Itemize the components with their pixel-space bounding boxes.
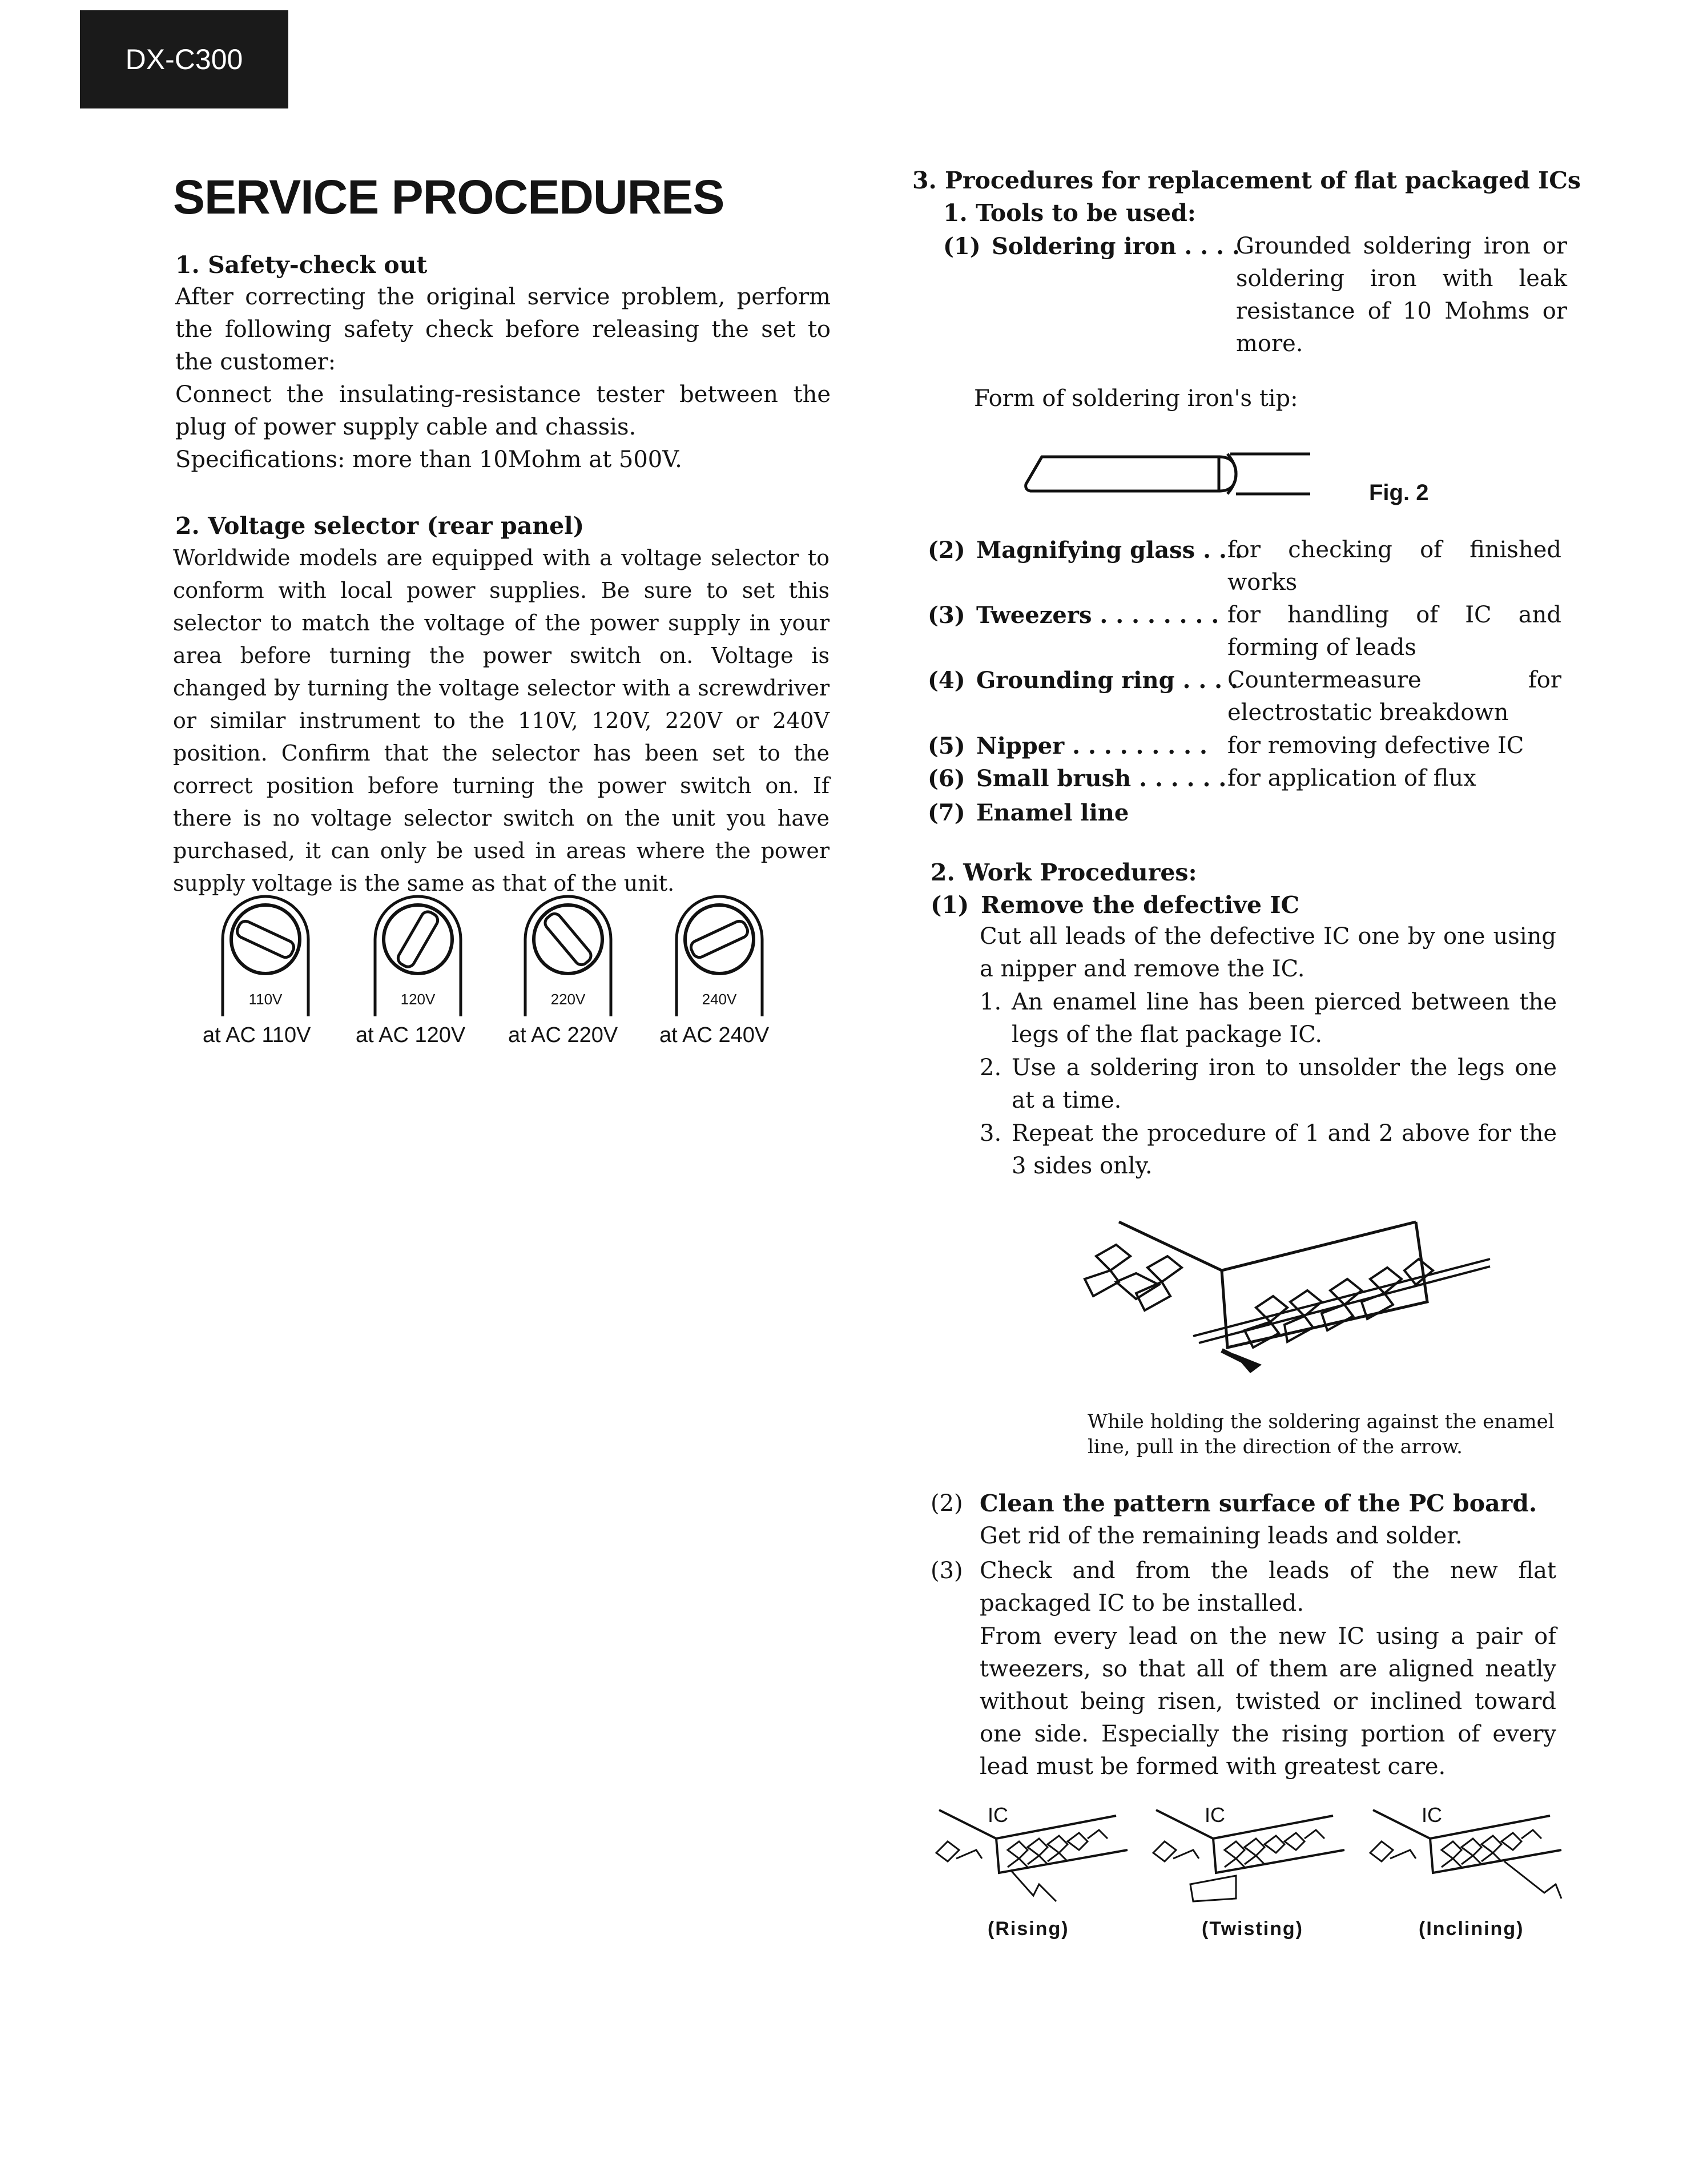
- sub-step-number: 3.: [980, 1120, 1002, 1147]
- ic-twisting-icon: [1145, 1804, 1362, 1907]
- ic-rising-icon: [928, 1804, 1145, 1907]
- enamel-line-caption: While holding the soldering against the enamel line, pull in the direction of the arrow.: [1088, 1410, 1555, 1458]
- ic-twisting-figure: [1145, 1799, 1362, 1947]
- tools-heading: 1. Tools to be used:: [943, 199, 1196, 227]
- selector-caption: at AC 120V: [356, 1023, 466, 1047]
- tool-desc-soldering-iron: Grounded soldering iron or soldering iron with leak resistance of 10 Mohms or more.: [1236, 233, 1567, 357]
- tool-number: (4): [928, 667, 965, 694]
- tool-number: (2): [928, 537, 965, 564]
- enamel-line-ic-figure: [1062, 1216, 1496, 1376]
- step-2-text: Get rid of the remaining leads and solder.: [980, 1523, 1463, 1549]
- soldering-iron-tip-icon: [1019, 440, 1316, 508]
- tool-number: (3): [928, 602, 965, 629]
- tool-name: Magnifying glass . . .: [976, 537, 1243, 564]
- tool-row: [928, 534, 1561, 596]
- fig-2-label: Fig. 2: [1369, 480, 1429, 505]
- selector-240v: [674, 885, 765, 1025]
- ic-label: IC: [1422, 1803, 1442, 1827]
- section-1-paragraph-1: After correcting the original service problem, perform the following safety check before releasing the set to the customer:: [175, 284, 831, 375]
- selector-120v: [372, 885, 464, 1025]
- tool-description: Countermeasure for electrostatic breakdown: [1227, 667, 1561, 726]
- selector-caption: at AC 240V: [659, 1023, 770, 1047]
- step-3-text-2: From every lead on the new IC using a pair of tweezers, so that all of them are aligned neatly without being risen, twisted or inclined toward one side. Especially the rising portion of every lead must be formed with greatest care.: [980, 1623, 1556, 1780]
- ic-caption: (Twisting): [1202, 1918, 1303, 1940]
- tool-description: for handling of IC and forming of leads: [1227, 602, 1561, 661]
- sub-step-text: An enamel line has been pierced between the legs of the flat package IC.: [1012, 989, 1557, 1048]
- selector-label: 110V: [248, 991, 283, 1008]
- selector-label: 240V: [702, 991, 737, 1008]
- tool-name: Nipper . . . . . . . . .: [976, 733, 1207, 759]
- tool-name: Enamel line: [976, 799, 1129, 826]
- ic-caption: (Rising): [988, 1918, 1069, 1940]
- tip-form-label: Form of soldering iron's tip:: [974, 385, 1298, 412]
- ic-caption: (Inclining): [1419, 1918, 1524, 1940]
- tool-name: Tweezers . . . . . . . .: [976, 602, 1219, 629]
- ic-label: IC: [988, 1803, 1008, 1827]
- tool-row: [928, 730, 1561, 762]
- tool-number: (7): [928, 799, 965, 826]
- tool-name: Grounding ring . . . .: [976, 667, 1238, 694]
- step-2-title: Clean the pattern surface of the PC board.: [980, 1490, 1537, 1517]
- step-2-number: (2): [931, 1490, 963, 1517]
- section-1-heading: 1. Safety-check out: [175, 251, 428, 279]
- step-1-text: Cut all leads of the defective IC one by one using a nipper and remove the IC.: [980, 923, 1556, 982]
- section-2-body: Worldwide models are equipped with a voltage selector to conform with local power supplies. Be sure to set this selector to match the voltage of the power supply in your area before turning the power switch on. Voltage is changed by turning the voltage selector with a screwdriver or similar instrument to the 110V, 120V, 220V or 240V position. Confirm that the selector has been set to the correct position before turning the power switch on. If there is no voltage selector switch on the unit you have purchased, it can only be used in areas where the power supply voltage is the same as that of the unit.: [173, 545, 830, 896]
- step-1-title: Remove the defective IC: [981, 891, 1300, 919]
- model-label: DX-C300: [125, 43, 243, 75]
- model-badge: [80, 10, 288, 108]
- selector-label: 220V: [550, 991, 586, 1008]
- sub-step-number: 1.: [980, 989, 1002, 1015]
- page-title: SERVICE PROCEDURES: [173, 170, 724, 224]
- tool-description: for application of flux: [1227, 765, 1476, 791]
- sub-step-text: Repeat the procedure of 1 and 2 above for the 3 sides only.: [1012, 1120, 1557, 1179]
- selector-label: 120V: [400, 991, 436, 1008]
- section-1-paragraph-2: Connect the insulating-resistance tester between the plug of power supply cable and chassis.: [175, 381, 831, 440]
- step-1-number: (1): [931, 891, 969, 919]
- section-1-specifications: Specifications: more than 10Mohm at 500V.: [175, 447, 682, 473]
- tool-row: [928, 664, 1561, 726]
- section-3-heading: 3. Procedures for replacement of flat packaged ICs: [912, 167, 1581, 194]
- section-2-heading: 2. Voltage selector (rear panel): [175, 512, 585, 540]
- work-heading: 2. Work Procedures:: [931, 859, 1197, 886]
- sub-step-text: Use a soldering iron to unsolder the legs one at a time.: [1012, 1055, 1557, 1113]
- selector-110v: [220, 885, 311, 1025]
- tool-description: for checking of finished works: [1227, 537, 1561, 596]
- ic-label: IC: [1205, 1803, 1225, 1827]
- tool-number: (6): [928, 765, 965, 792]
- selector-caption: at AC 220V: [508, 1023, 618, 1047]
- tool-name: Small brush . . . . . .: [976, 765, 1227, 792]
- tool-number: (1): [943, 233, 981, 260]
- tool-row: [928, 599, 1561, 661]
- ic-rising-figure: [928, 1799, 1145, 1947]
- tool-name: Soldering iron . . . .: [992, 233, 1240, 260]
- step-3-text-1: Check and from the leads of the new flat packaged IC to be installed.: [980, 1558, 1556, 1616]
- tool-row: [928, 762, 1561, 795]
- selector-caption: at AC 110V: [203, 1023, 311, 1047]
- selector-220v: [522, 885, 614, 1025]
- tool-description: for removing defective IC: [1227, 733, 1524, 759]
- ic-inclining-icon: [1362, 1804, 1579, 1907]
- sub-step-number: 2.: [980, 1055, 1002, 1081]
- step-3-number: (3): [931, 1558, 963, 1584]
- tool-number: (5): [928, 733, 965, 759]
- ic-inclining-figure: [1362, 1799, 1579, 1947]
- tool-row: [928, 797, 1561, 829]
